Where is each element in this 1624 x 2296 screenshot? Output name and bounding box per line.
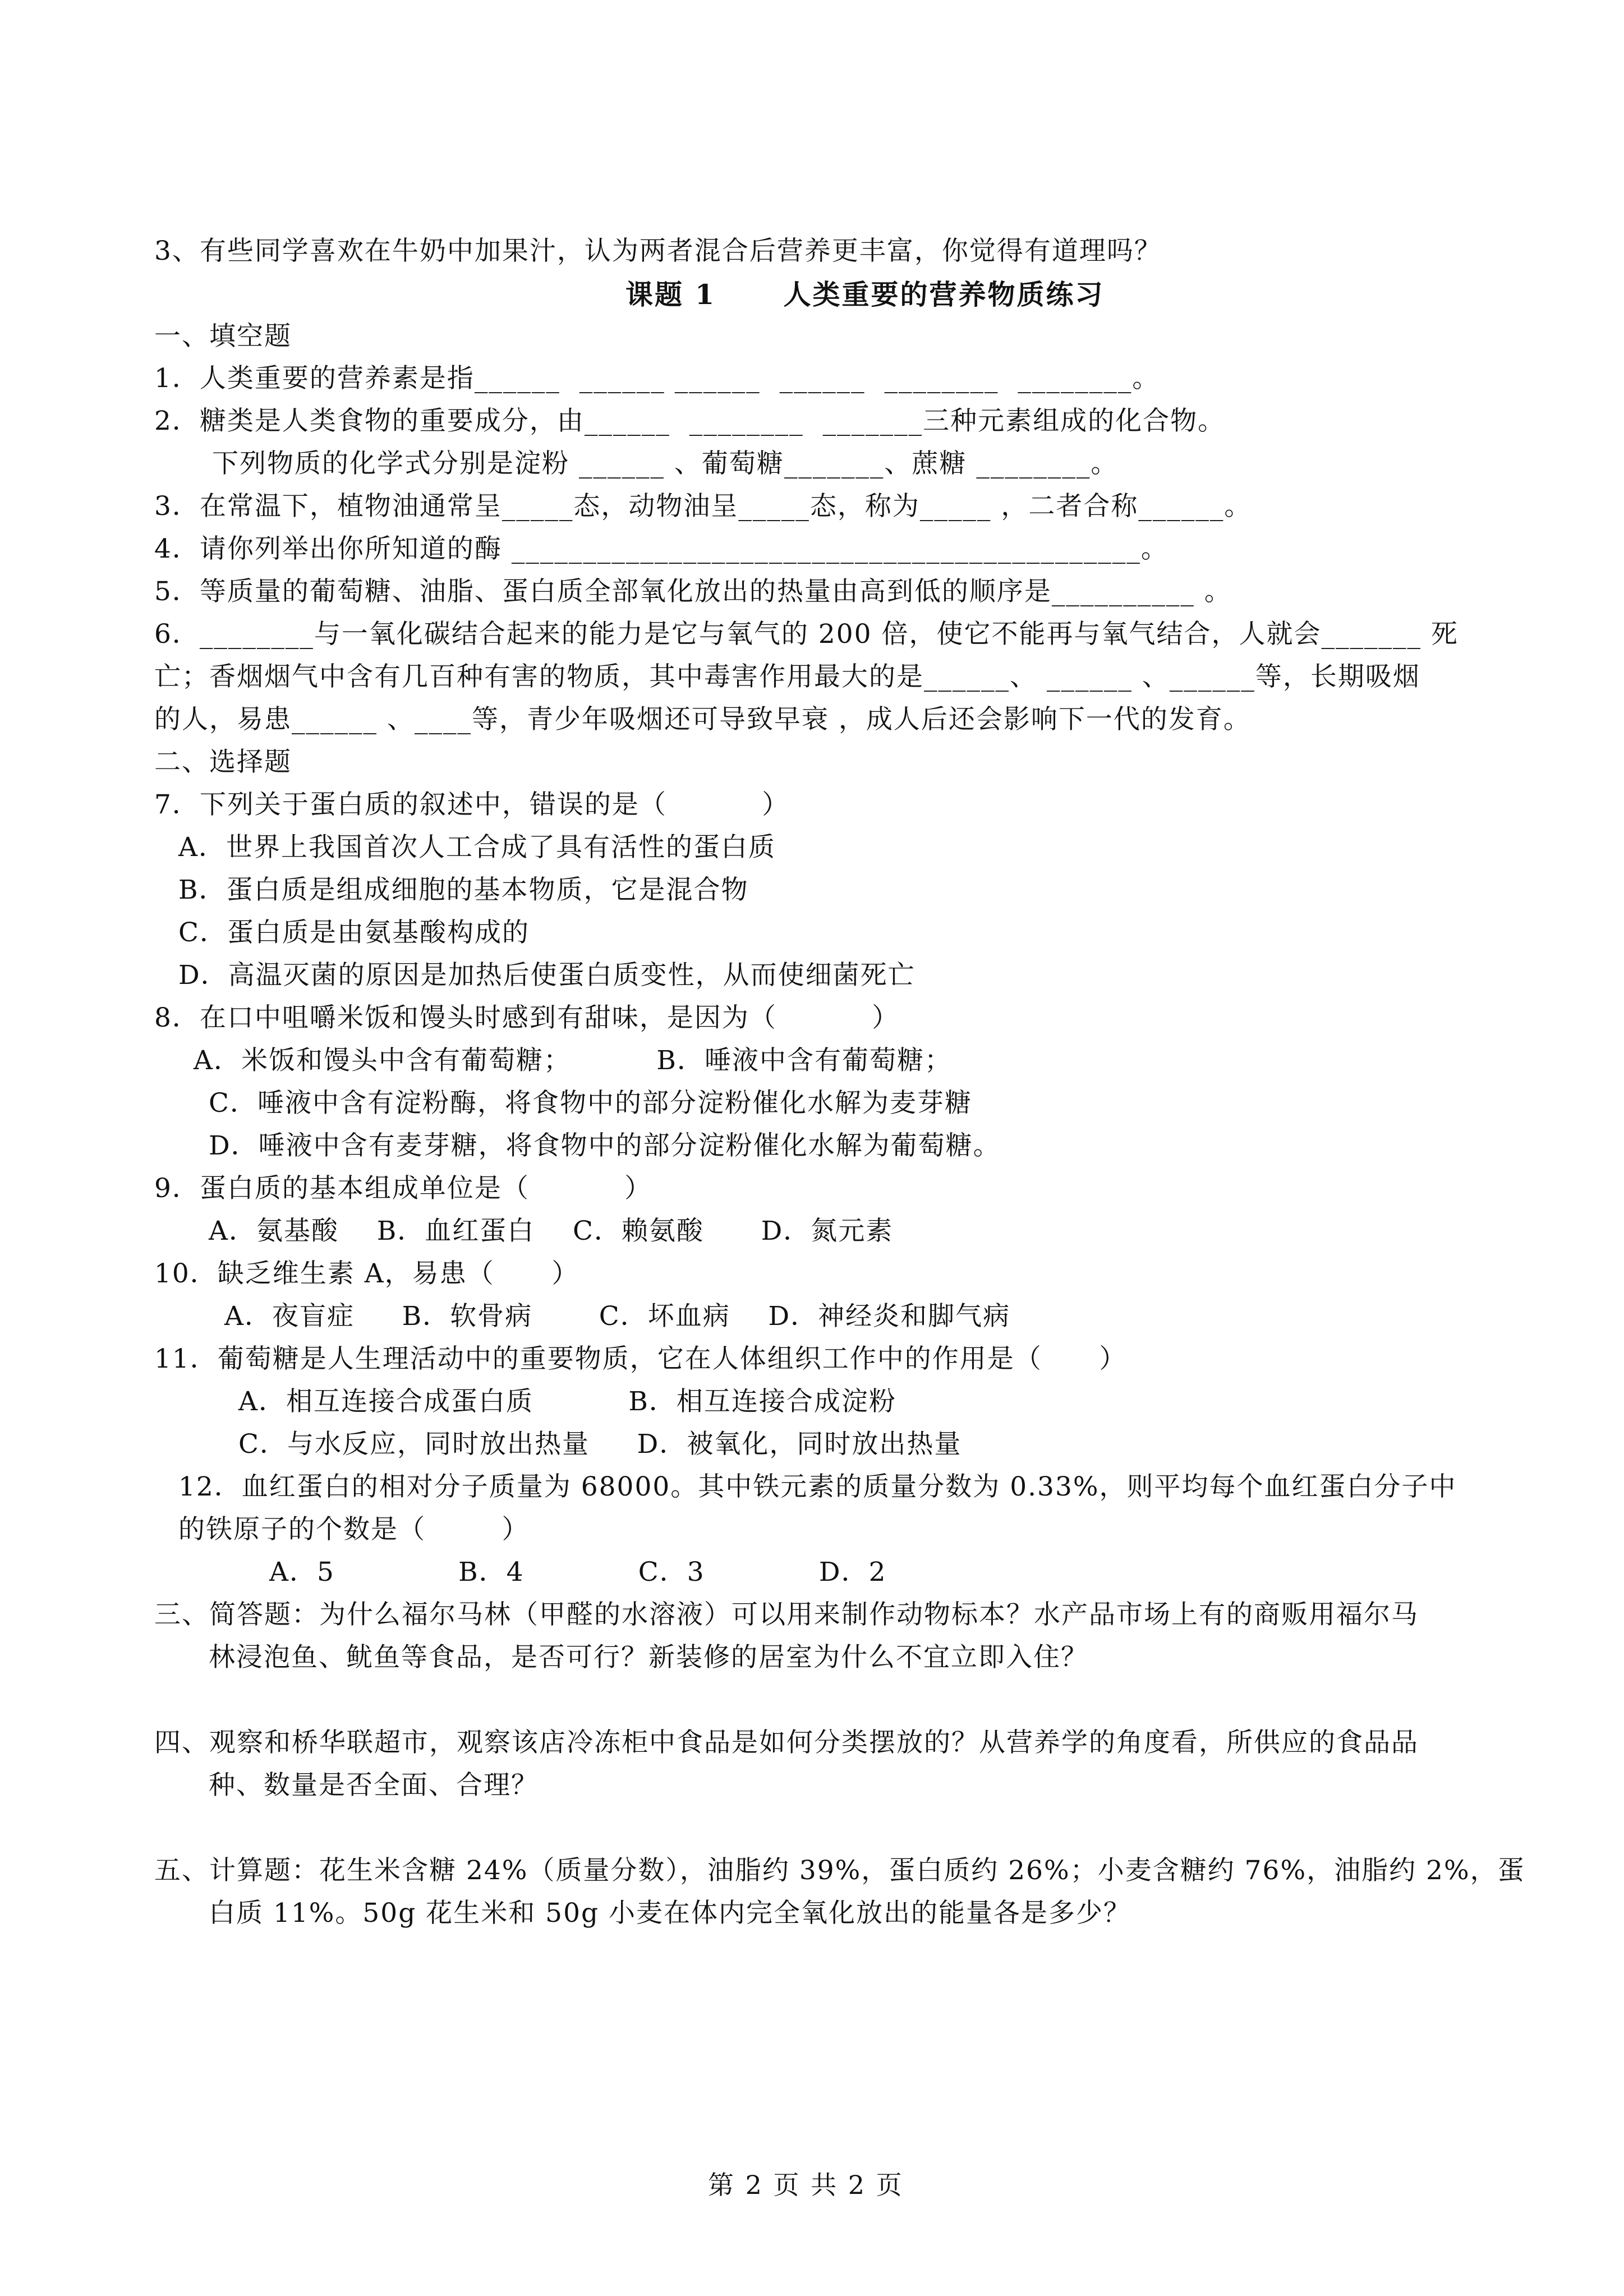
text-line: 3、有些同学喜欢在牛奶中加果汁，认为两者混合后营养更丰富，你觉得有道理吗？ (154, 236, 1162, 266)
option: A．相互连接合成蛋白质 B．相互连接合成淀粉 (238, 1386, 896, 1417)
question-12-continued: 的铁原子的个数是（ ） (178, 1514, 530, 1545)
options: A．夜盲症 B．软骨病 C．坏血病 D．神经炎和脚气病 (224, 1301, 1011, 1332)
question-2: 2．糖类是人类食物的重要成分，由______ ________ _______三种元素组成的化合物。 (154, 406, 1226, 436)
option: C．蛋白质是由氨基酸构成的 (178, 917, 530, 948)
question-3: 3．在常温下，植物油通常呈_____态，动物油呈_____态，称为_____ ，二者合称______。 (154, 491, 1252, 522)
question-6-continued: 亡；香烟烟气中含有几百种有害的物质，其中毒害作用最大的是______、 ______ 、______等，长期吸烟 (154, 661, 1420, 692)
option: A．米饭和馒头中含有葡萄糖； B．唾液中含有葡萄糖； (194, 1045, 952, 1076)
options: A．氨基酸 B．血红蛋白 C．赖氨酸 D．氮元素 (209, 1216, 894, 1246)
option: C．唾液中含有淀粉酶，将食物中的部分淀粉催化水解为麦芽糖 (209, 1088, 972, 1119)
question-1: 1．人类重要的营养素是指______ ______ ______ ______ ________ ________。 (154, 363, 1160, 394)
question-6: 6．________与一氧化碳结合起来的能力是它与氧气的 200 倍，使它不能再与氧气结合，人就会_______ 死 (154, 619, 1459, 650)
section-heading: 四、观察和桥华联超市，观察该店冷冻柜中食品是如何分类摆放的？从营养学的角度看，所供应的食品品 (154, 1727, 1419, 1758)
section-heading: 一、填空题 (154, 321, 292, 352)
text-line: 白质 11%。50g 花生米和 50g 小麦在体内完全氧化放出的能量各是多少？ (209, 1898, 1131, 1929)
option: D．高温灭菌的原因是加热后使蛋白质变性，从而使细菌死亡 (178, 960, 915, 991)
options: A．5 B．4 C．3 D．2 (269, 1557, 887, 1588)
section-heading: 二、选择题 (154, 747, 292, 777)
section-heading: 五、计算题：花生米含糖 24%（质量分数），油脂约 39%，蛋白质约 26%；小麦含糖约 76%，油脂约 2%，蛋 (154, 1855, 1525, 1886)
page-footer: 第 2 页 共 2 页 (708, 2170, 904, 2200)
page-title: 课题 1 人类重要的营养物质练习 (625, 278, 1105, 311)
text-line: 林浸泡鱼、鱿鱼等食品，是否可行？新装修的居室为什么不宜立即入住？ (209, 1642, 1088, 1673)
question-10: 10．缺乏维生素 A，易患（ ） (154, 1258, 579, 1289)
option: C．与水反应，同时放出热量 D．被氧化，同时放出热量 (238, 1429, 962, 1460)
question-11: 11．葡萄糖是人生理活动中的重要物质，它在人体组织工作中的作用是（ ） (154, 1343, 1127, 1374)
question-6-continued: 的人，易患______ 、____等，青少年吸烟还可导致早衰 ，成人后还会影响下一代的发育。 (154, 704, 1251, 735)
question-8: 8．在口中咀嚼米饭和馒头时感到有甜味，是因为（ ） (154, 1002, 900, 1033)
option: A．世界上我国首次人工合成了具有活性的蛋白质 (178, 832, 776, 863)
option: B．蛋白质是组成细胞的基本物质，它是混合物 (178, 875, 749, 905)
question-7: 7．下列关于蛋白质的叙述中，错误的是（ ） (154, 789, 790, 820)
question-4: 4．请你列举出你所知道的酶 ____________________________________________。 (154, 533, 1168, 564)
question-5: 5．等质量的葡萄糖、油脂、蛋白质全部氧化放出的热量由高到低的顺序是__________ 。 (154, 576, 1232, 607)
question-9: 9．蛋白质的基本组成单位是（ ） (154, 1173, 652, 1204)
section-heading: 三、简答题：为什么福尔马林（甲醛的水溶液）可以用来制作动物标本？水产品市场上有的商贩用福尔马 (154, 1599, 1419, 1630)
text-line: 种、数量是否全面、合理？ (209, 1770, 539, 1801)
question-12: 12．血红蛋白的相对分子质量为 68000。其中铁元素的质量分数为 0.33%，则平均每个血红蛋白分子中 (178, 1471, 1457, 1502)
question-2-continued: 下列物质的化学式分别是淀粉 ______ 、葡萄糖_______、蔗糖 ________。 (212, 448, 1119, 479)
option: D．唾液中含有麦芽糖，将食物中的部分淀粉催化水解为葡萄糖。 (209, 1130, 1001, 1161)
